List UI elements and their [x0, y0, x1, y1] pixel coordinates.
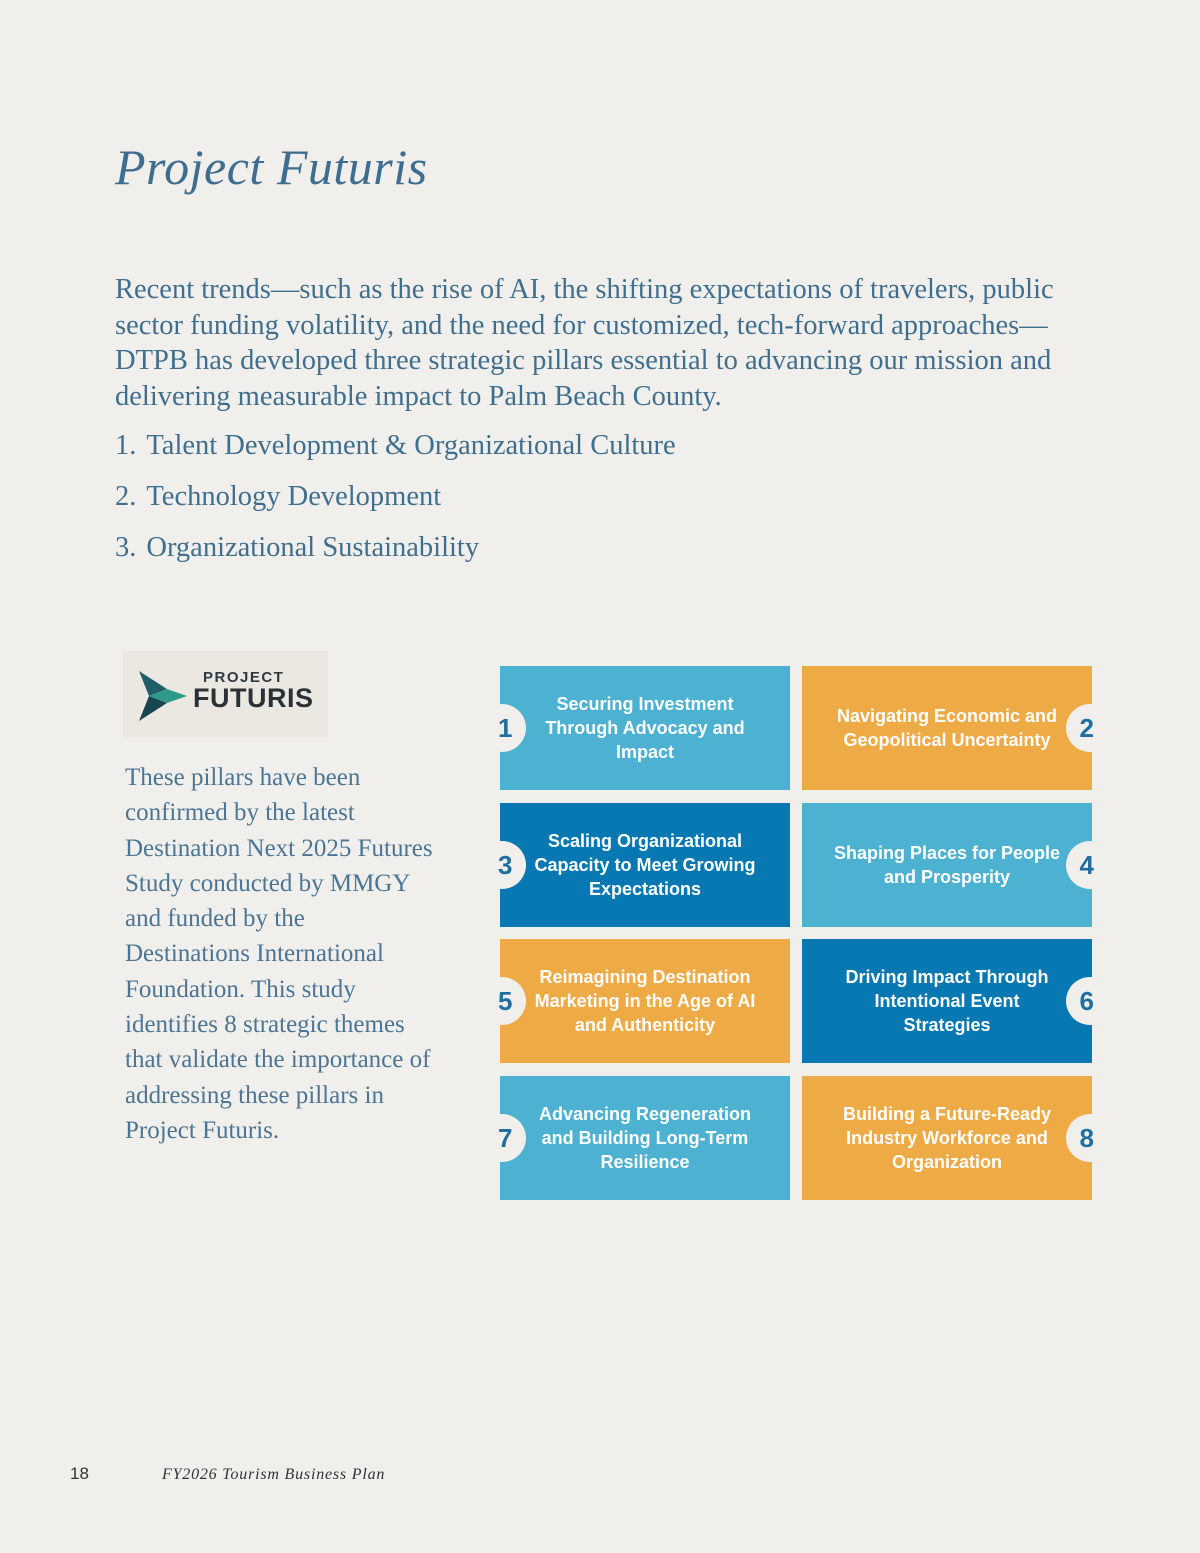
theme-tile-4	[802, 803, 1092, 927]
theme-label: Reimagining Destination Marketing in the Age of AI and Authenticity	[534, 967, 756, 1035]
logo-line-futuris: FUTURIS	[193, 683, 314, 713]
pillar-label: Organizational Sustainability	[146, 532, 480, 563]
footer-document-title: FY2026 Tourism Business Plan	[162, 1466, 386, 1483]
theme-tile-6	[802, 939, 1092, 1063]
page-title: Project Futuris	[115, 139, 428, 195]
theme-number-badge: 1	[478, 704, 526, 752]
pillar-number: 2.	[115, 481, 137, 512]
theme-number-badge: 4	[1066, 841, 1114, 889]
theme-label: Building a Future-Ready Industry Workforce and Organization	[842, 1104, 1051, 1172]
theme-number-badge: 8	[1066, 1114, 1114, 1162]
theme-number-badge: 7	[478, 1114, 526, 1162]
theme-tile-5	[500, 939, 790, 1063]
pillar-number: 3.	[115, 532, 137, 563]
theme-number-badge: 3	[478, 841, 526, 889]
pillar-number: 1.	[115, 430, 137, 461]
pillar-label: Technology Development	[146, 481, 442, 512]
pillar-label: Talent Development & Organizational Culture	[146, 430, 676, 461]
theme-tile-3	[500, 803, 790, 927]
logo-line-project: PROJECT	[203, 669, 285, 686]
pillars-list	[115, 426, 676, 579]
page-number: 18	[70, 1464, 89, 1483]
theme-tile-2	[802, 666, 1092, 790]
theme-tile-1	[500, 666, 790, 790]
futuris-arrow-icon	[137, 665, 193, 727]
theme-number-badge: 5	[478, 977, 526, 1025]
pillar-item	[115, 426, 676, 477]
theme-label: Navigating Economic and Geopolitical Uncertainty	[836, 706, 1058, 750]
pillar-item	[115, 477, 676, 528]
theme-label: Securing Investment Through Advocacy and Impact	[545, 694, 745, 762]
project-futuris-logo	[123, 651, 328, 737]
themes-grid	[500, 666, 1092, 1200]
theme-number-badge: 6	[1066, 977, 1114, 1025]
theme-tile-7	[500, 1076, 790, 1200]
theme-label: Advancing Regeneration and Building Long-Term Resilience	[538, 1104, 752, 1172]
pillar-item	[115, 528, 676, 579]
theme-number-badge: 2	[1066, 704, 1114, 752]
theme-label: Scaling Organizational Capacity to Meet Growing Expectations	[534, 831, 756, 899]
theme-tile-8	[802, 1076, 1092, 1200]
study-description: These pillars have been confirmed by the latest Destination Next 2025 Futures Study conducted by MMGY and funded by the Destinations International Foundation. This study identifies 8 strategic themes that validate the importance of addressing these pillars in Project Futuris.	[125, 764, 433, 1144]
intro-paragraph: Recent trends—such as the rise of AI, the shifting expectations of travelers, public sector funding volatility, and the need for customized, tech-forward approaches—DTPB has developed three strategic pillars essential to advancing our mission and delivering measurable impact to Palm Beach County.	[115, 274, 1054, 412]
theme-label: Driving Impact Through Intentional Event Strategies	[845, 967, 1049, 1035]
theme-label: Shaping Places for People and Prosperity	[833, 843, 1061, 887]
